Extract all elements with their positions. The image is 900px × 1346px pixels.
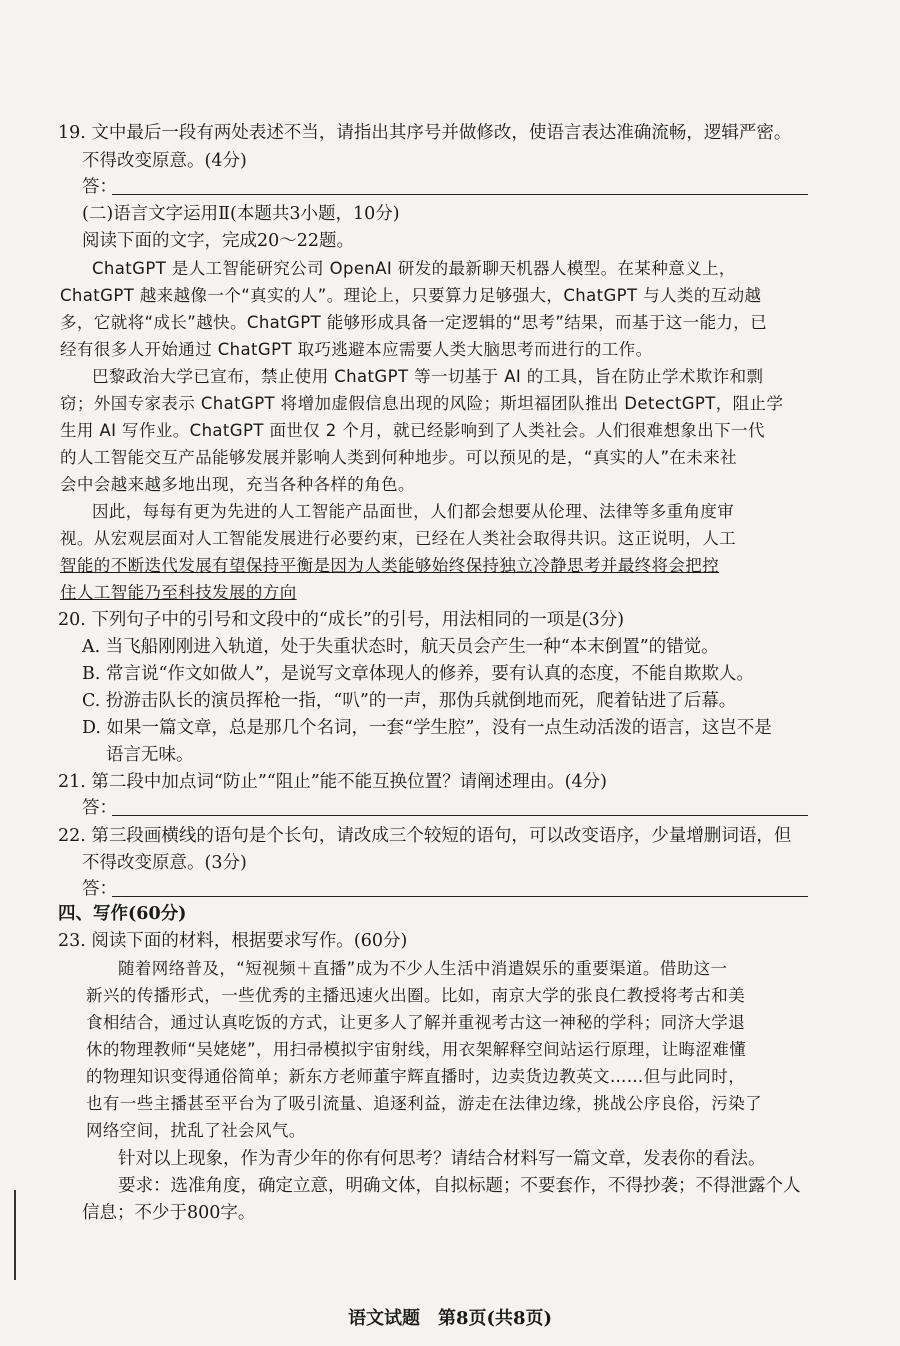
- q23-requirement-line2: 信息；不少于800字。: [82, 1203, 256, 1223]
- q21-answer-label: 答：: [82, 798, 117, 818]
- q23-material-line: 网络空间，扰乱了社会风气。: [86, 1121, 306, 1140]
- q19-line1: 19. 文中最后一段有两处表述不当，请指出其序号并做修改，使语言表达准确流畅，逻辑严密。: [58, 123, 792, 143]
- q19-answer-line[interactable]: [112, 194, 808, 195]
- q20-option-c[interactable]: C. 扮游击队长的演员挥枪一指，“叭”的一声，那伪兵就倒地而死，爬着钻进了后幕。: [82, 691, 737, 711]
- q21-answer-line[interactable]: [112, 815, 808, 816]
- q20-option-a[interactable]: A. 当飞船刚刚进入轨道，处于失重状态时，航天员会产生一种“本末倒置”的错觉。: [82, 637, 719, 657]
- passage-p3-underlined-line: 住人工智能乃至科技发展的方向: [60, 583, 297, 602]
- q20-option-b[interactable]: B. 常言说“作文如做人”，是说写文章体现人的修养，要有认真的态度，不能自欺欺人。: [82, 664, 754, 684]
- passage-p2-line: 的人工智能交互产品能够发展并影响人类到何种地步。可以预见的是，“真实的人”在未来社: [60, 448, 737, 467]
- q20-option-d-cont: 语言无味。: [106, 745, 194, 765]
- passage-p2-line: 会中会越来越多地出现，充当各种各样的角色。: [60, 475, 415, 494]
- passage-p2-line: 生用 AI 写作业。ChatGPT 面世仅 2 个月，就已经影响到了人类社会。人们很难想象出下一代: [60, 421, 765, 440]
- q23-task: 针对以上现象，作为青少年的你有何思考？请结合材料写一篇文章，发表你的看法。: [118, 1149, 766, 1169]
- q23-material-line: 随着网络普及，“短视频＋直播”成为不少人生活中消遣娱乐的重要渠道。借助这一: [118, 959, 728, 978]
- q23-requirement-line1: 要求：选准角度，确定立意，明确文体，自拟标题；不要套作，不得抄袭；不得泄露个人: [118, 1176, 801, 1196]
- q22-line2: 不得改变原意。(3分): [82, 853, 247, 873]
- q20-stem: 20. 下列句子中的引号和文段中的“成长”的引号，用法相同的一项是(3分): [58, 610, 625, 630]
- q23-material-line: 也有一些主播甚至平台为了吸引流量、追逐利益，游走在法律边缘，挑战公序良俗，污染了: [86, 1094, 762, 1113]
- q23-material-line: 的物理知识变得通俗简单；新东方老师董宇辉直播时，边卖货边教英文……但与此同时，: [86, 1067, 746, 1086]
- passage-p1-line: 多，它就将“成长”越快。ChatGPT 能够形成具备一定逻辑的“思考”结果，而基于这一能力，已: [60, 313, 768, 332]
- margin-mark: [14, 1190, 16, 1280]
- q23-material-line: 休的物理教师“吴姥姥”，用扫帚模拟宇宙射线，用衣架解释空间站运行原理，让晦涩难懂: [86, 1040, 747, 1059]
- section2-instruction: 阅读下面的文字，完成20～22题。: [82, 231, 355, 251]
- q21-stem: 21. 第二段中加点词“防止”“阻止”能不能互换位置？请阐述理由。(4分): [58, 772, 607, 792]
- passage-p2-line: 巴黎政治大学已宣布，禁止使用 ChatGPT 等一切基于 AI 的工具，旨在防止学术欺诈和剽: [92, 367, 764, 386]
- passage-p1-line: 经有很多人开始通过 ChatGPT 取巧逃避本应需要人类大脑思考而进行的工作。: [60, 340, 653, 359]
- q23-material-line: 新兴的传播形式，一些优秀的主播迅速火出圈。比如，南京大学的张良仁教授将考古和美: [86, 986, 746, 1005]
- passage-p2-line: 窃；外国专家表示 ChatGPT 将增加虚假信息出现的风险；斯坦福团队推出 DetectGPT，阻止学: [60, 394, 784, 413]
- passage-p3-line: 视。从宏观层面对人工智能发展进行必要约束，已经在人类社会取得共识。这正说明，人工: [60, 529, 736, 548]
- section4-heading: 四、写作(60分): [58, 904, 187, 924]
- q23-material-line: 食相结合，通过认真吃饭的方式，让更多人了解并重视考古这一神秘的学科；同济大学退: [86, 1013, 746, 1032]
- passage-p3-line: 因此，每每有更为先进的人工智能产品面世，人们都会想要从伦理、法律等多重角度审: [92, 502, 735, 521]
- page-footer: 语文试题 第8页(共8页): [347, 1308, 553, 1329]
- q20-option-d[interactable]: D. 如果一篇文章，总是那几个名词，一套“学生腔”，没有一点生动活泼的语言，这岂不是: [82, 718, 772, 738]
- section2-heading: (二)语言文字运用Ⅱ(本题共3小题，10分): [82, 204, 400, 224]
- q19-answer-label: 答：: [82, 177, 117, 197]
- passage-p1-line: ChatGPT 是人工智能研究公司 OpenAI 研发的最新聊天机器人模型。在某种意义上，: [92, 259, 736, 278]
- passage-p3-underlined-line: 智能的不断迭代发展有望保持平衡是因为人类能够始终保持独立冷静思考并最终将会把控: [60, 556, 720, 575]
- q19-line2: 不得改变原意。(4分): [82, 151, 247, 171]
- q22-line1: 22. 第三段画横线的语句是个长句，请改成三个较短的语句，可以改变语序，少量增删词语，但: [58, 826, 792, 846]
- q22-answer-line[interactable]: [112, 896, 808, 897]
- passage-p1-line: ChatGPT 越来越像一个“真实的人”。理论上，只要算力足够强大，ChatGPT 与人类的互动越: [60, 286, 762, 305]
- q22-answer-label: 答：: [82, 879, 117, 899]
- q23-stem: 23. 阅读下面的材料，根据要求写作。(60分): [58, 931, 408, 951]
